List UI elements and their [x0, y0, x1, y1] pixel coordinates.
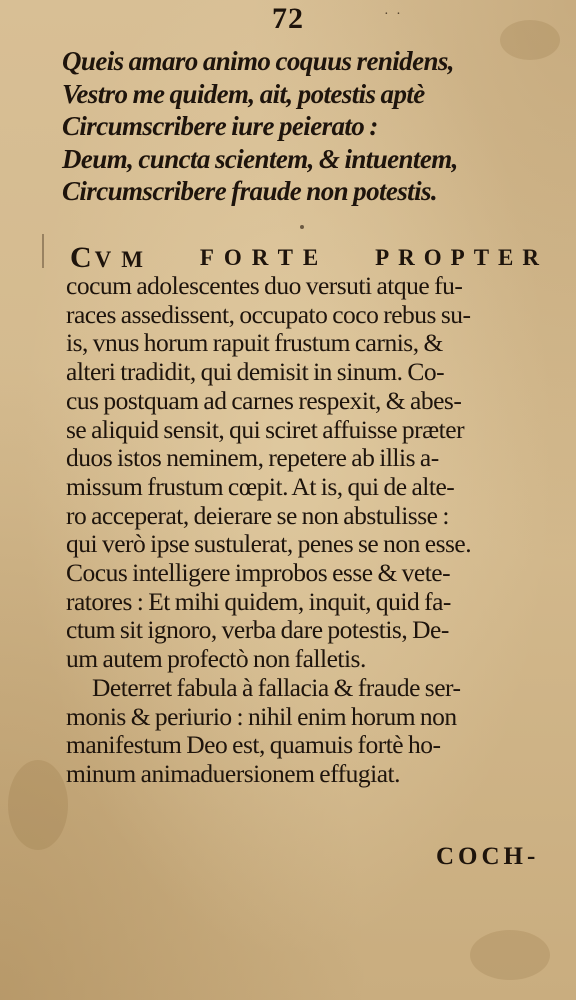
prose-line: ratores : Et mihi quidem, inquit, quid fa-: [66, 586, 451, 616]
heading-word-2: FORTE: [199, 245, 329, 270]
prose-line: minum animaduersionem effugiat.: [66, 758, 400, 788]
verse-line: Circumscribere fraude non potestis.: [62, 176, 438, 206]
page-number: 72: [272, 2, 304, 35]
prose-line: cocum adolescentes duo versuti atque fu-: [66, 271, 463, 300]
prose-line: missum frustum cœpit. At is, qui de alte-: [66, 471, 455, 501]
ink-speck: [300, 225, 304, 229]
gutter-mark: [42, 234, 44, 268]
verse-line: Circumscribere iure peierato :: [62, 111, 378, 141]
heading-word-1: [70, 241, 153, 274]
prose-line: ctum sit ignoro, verba dare potestis, De-: [66, 615, 449, 645]
prose-block: [66, 272, 550, 789]
verse-line: Deum, cuncta scientem, & intuentem,: [62, 143, 458, 174]
prose-line: manifestum Deo est, quamuis fortè ho-: [66, 730, 441, 760]
prose-line: qui verò ipse sustulerat, penes se non esse.: [66, 529, 472, 559]
heading-word-3: PROPTER: [375, 245, 548, 270]
prose-line: se aliquid sensit, qui sciret affuisse præter: [66, 414, 465, 444]
ink-specks: · ·: [384, 7, 403, 22]
paper-stain: [8, 760, 68, 850]
paper-stain: [470, 930, 550, 980]
heading-rest: VM: [94, 247, 153, 272]
prose-line: is, vnus horum rapuit frustum carnis, &: [66, 328, 443, 358]
prose-line: alteri tradidit, qui demisit in sinum. Co-: [66, 357, 445, 387]
prose-line: monis & periurio : nihil enim horum non: [66, 701, 457, 731]
prose-line: um autem profectò non falletis.: [66, 644, 366, 674]
heading-initial: C: [70, 241, 95, 274]
section-heading: [70, 241, 548, 274]
verse-line: Vestro me quidem, ait, potestis aptè: [62, 78, 425, 109]
prose-line: Cocus intelligere improbos esse & vete-: [66, 558, 451, 588]
verse-line: Queis amaro animo coquus renidens,: [62, 46, 454, 76]
verse-block: [62, 45, 542, 208]
prose-line: duos istos neminem, repetere ab illis a-: [66, 443, 439, 473]
catchword: COCH-: [436, 843, 540, 870]
prose-line: ro acceperat, deierare se non abstulisse :: [66, 500, 449, 530]
prose-line: races assedissent, occupato coco rebus su-: [66, 299, 471, 329]
prose-line: Deterret fabula à fallacia & fraude ser-: [92, 672, 461, 702]
prose-line: cus postquam ad carnes respexit, & abes-: [66, 385, 462, 415]
